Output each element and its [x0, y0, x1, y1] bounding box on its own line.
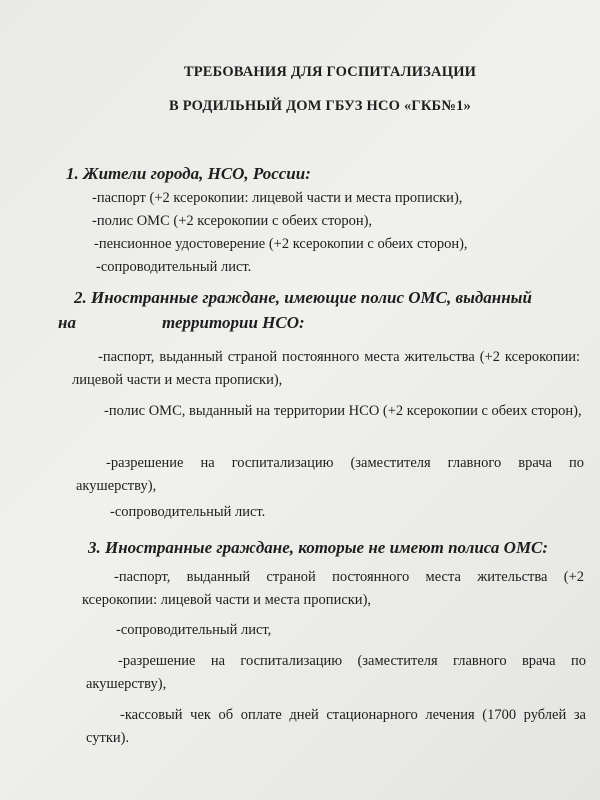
section-3-heading: [88, 538, 548, 558]
section-2-heading-line-2a: на: [58, 313, 76, 332]
document-title-line-1: ТРЕБОВАНИЯ ДЛЯ ГОСПИТАЛИЗАЦИИ: [183, 64, 477, 80]
section-1-item-3: -пенсионное удостоверение (+2 ксерокопии с обеих сторон),: [94, 236, 468, 252]
section-2-item-2: -полис ОМС, выданный на территории НСО (+2 ксерокопии с обеих сторон),: [104, 403, 582, 419]
section-3-item-4: -кассовый чек об оплате дней стационарного лечения (1700 рублей за сутки).: [86, 707, 586, 746]
section-1-number: 1.: [66, 164, 79, 183]
section-1-item-1: -паспорт (+2 ксерокопии: лицевой части и места прописки),: [92, 190, 463, 206]
section-2-heading-line-2b: территории НСО:: [162, 313, 305, 332]
section-2-heading-line-1: [74, 288, 532, 308]
section-1-title: Жители города, НСО, России:: [83, 164, 311, 183]
section-2-number: 2.: [74, 288, 87, 307]
section-2-item-1: -паспорт, выданный страной постоянного места жительства (+2 ксерокопии: лицевой части и места прописки),: [72, 349, 580, 388]
section-1-item-2: -полис ОМС (+2 ксерокопии с обеих сторон),: [92, 213, 373, 229]
document-title-line-2: В РОДИЛЬНЫЙ ДОМ ГБУЗ НСО «ГКБ№1»: [169, 98, 471, 114]
section-3-number: 3.: [88, 538, 101, 557]
section-3-item-1: -паспорт, выданный страной постоянного места жительства (+2 ксерокопии: лицевой части и места прописки),: [82, 569, 584, 608]
section-1-item-4: -сопроводительный лист.: [96, 259, 252, 275]
section-3-item-2: -сопроводительный лист,: [116, 622, 272, 638]
section-1-heading: [66, 164, 311, 184]
section-3-item-3: -разрешение на госпитализацию (заместителя главного врача по акушерству),: [86, 653, 586, 692]
section-2-title-part-1: Иностранные граждане, имеющие полис ОМС, выданный: [91, 288, 532, 307]
section-3-title: Иностранные граждане, которые не имеют полиса ОМС:: [105, 538, 549, 557]
section-2-item-4: -сопроводительный лист.: [110, 504, 266, 520]
section-2-item-3: -разрешение на госпитализацию (заместителя главного врача по акушерству),: [76, 455, 584, 494]
